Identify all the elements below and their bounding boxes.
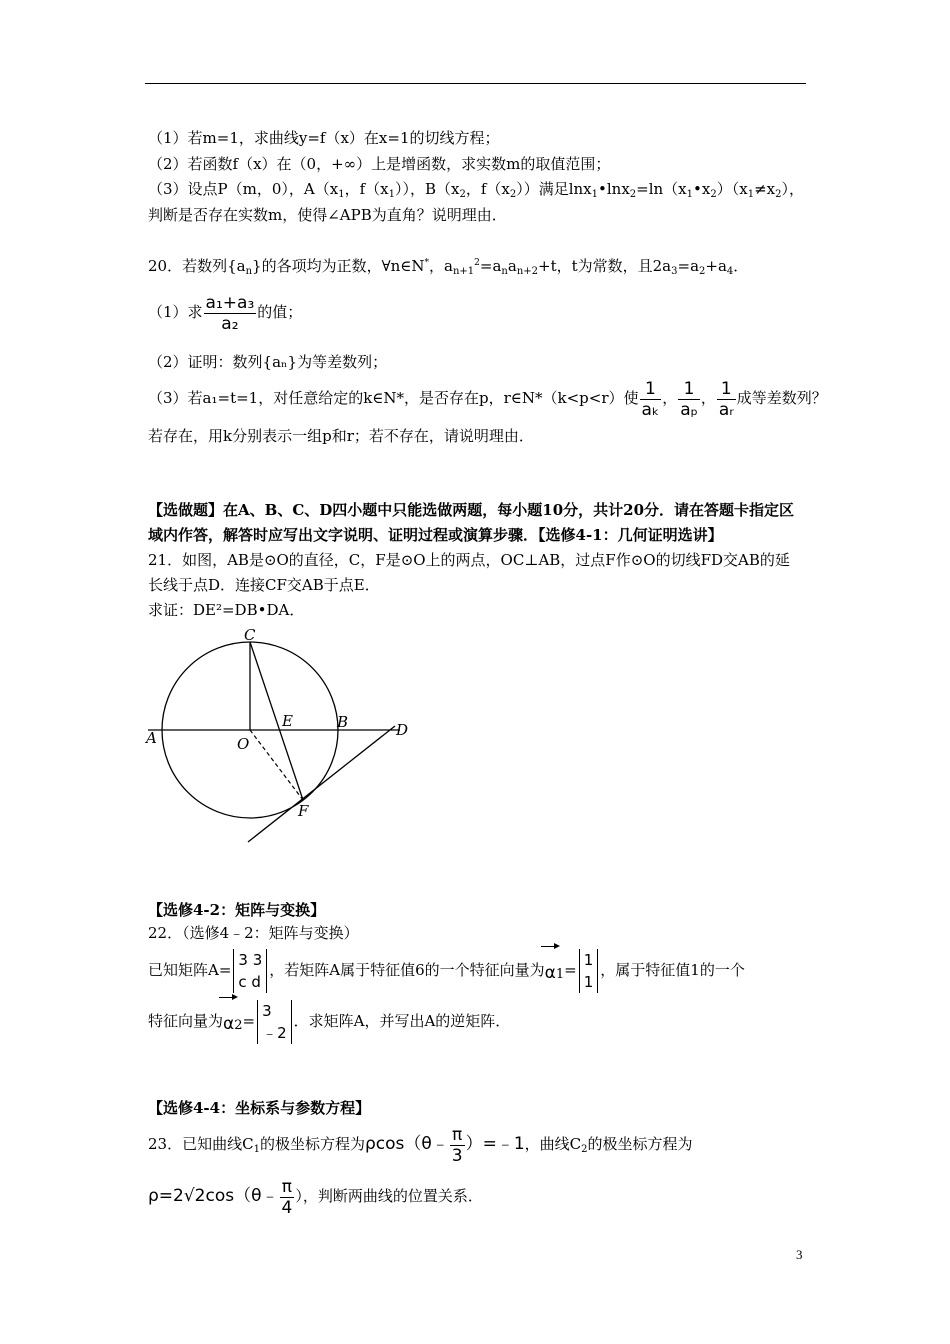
fraction-1-over-ap: $\frac{1}{\text{aₚ}}$ (680, 378, 698, 420)
segment-of-dashed (250, 730, 303, 800)
fraction-1-over-ar: $\frac{1}{\text{aᵣ}}$ (718, 378, 734, 420)
q19-part3-cont: 判断是否存在实数m，使得∠APB为直角？说明理由． (148, 206, 507, 224)
q20-part3-cont: 若存在，用k分别表示一组p和r；若不存在，请说明理由． (148, 427, 534, 445)
q19-part1: （1）若m=1，求曲线y=f（x）在x=1的切线方程； (148, 129, 500, 147)
label-e: E (282, 712, 293, 730)
q19-part2: （2）若函数f（x）在（0，+∞）上是增函数，求实数m的取值范围； (148, 155, 611, 173)
q20-intro: 20．若数列$\{a_n\}$的各项均为正数，∀n∈N*，$a_{n+1}^2=a_na_{n+2}+t$，t为常数，且$2a_3=a_2+a_4$． (148, 257, 749, 277)
q21-line1: 21．如图，AB是⊙O的直径，C，F是⊙O上的两点，OC⊥AB，过点F作⊙O的切线FD交AB的延 (148, 551, 790, 569)
q23-line1: 23．已知曲线$C_1$的极坐标方程为ρcos（θ﹣ $\frac{\pi}{3}$ ）=﹣1，曲线$C_2$的极坐标方程为 (148, 1124, 693, 1166)
geometry-figure (140, 620, 420, 850)
fraction-pi-over-3: $\frac{\pi}{3}$ (451, 1124, 463, 1166)
q20-part3: （3）若a₁=t=1，对任意给定的k∈N*，是否存在p，r∈N*（k<p<r）使 $\frac{1}{\text{aₖ}}$ ， $\frac{1}{\text{aₚ}}$ ， $\frac{1}{\text{aᵣ}}$ 成等差数列？ (148, 378, 827, 420)
matrix-section-header: 【选修4-2：矩阵与变换】 (148, 901, 326, 919)
label-f: F (298, 802, 309, 820)
fraction-1-over-ak: $\frac{1}{\text{aₖ}}$ (641, 378, 660, 420)
label-c: C (244, 626, 256, 644)
q23-line2: ρ=2√2cos（θ﹣ $\frac{\pi}{4}$ ），判断两曲线的位置关系． (148, 1176, 483, 1218)
vector-alpha2: α (223, 995, 234, 1049)
elective-instructions-line2: 域内作答，解答时应写出文字说明、证明过程或演算步骤．【选修4-1：几何证明选讲】 (148, 526, 723, 544)
label-d: D (396, 721, 409, 739)
segment-cf (250, 642, 303, 800)
vector-alpha1: α (545, 944, 556, 998)
label-b: B (337, 713, 349, 731)
page-number: 3 (796, 1247, 803, 1262)
label-o: O (237, 735, 250, 753)
q20-part1: （1）求 $\frac{\text{a₁+a₃}}{\text{a₂}}$ 的值； (148, 292, 303, 334)
matrix-a: 3 3 c d (233, 949, 267, 993)
q20-part2: （2）证明：数列{aₙ}为等差数列； (148, 353, 388, 371)
polar-section-header: 【选修4-4：坐标系与参数方程】 (148, 1099, 371, 1117)
header-rule (145, 83, 806, 84)
q21-line3: 求证：DE²=DB•DA． (148, 601, 305, 619)
fraction-a1-a3-over-a2: $\frac{\text{a₁+a₃}}{\text{a₂}}$ (205, 292, 255, 334)
q22-line2: 已知矩阵A= 3 3 c d ，若矩阵A属于特征值6的一个特征向量为 α1= 1 1 ，属于特征值1的一个 (148, 944, 745, 1000)
eigenvector-1: 1 1 (579, 949, 599, 993)
tangent-fd (248, 726, 395, 842)
q19-part3: （3）设点P（m，0），$A(x_1$，$f(x_1)$），$B(x_2$，$f(x_2)$）满足$\ln x_1•\ln x_2=\ln(x_1•x_2)(x_1\ne x_2)$， (148, 180, 804, 200)
q22-line3: 特征向量为 α2= 3 ﹣2 ．求矩阵A，并写出A的逆矩阵． (148, 995, 510, 1051)
label-a: A (146, 729, 157, 747)
eigenvector-2: 3 ﹣2 (257, 1000, 292, 1044)
elective-instructions-line1: 【选做题】在A、B、C、D四小题中只能选做两题，每小题10分，共计20分．请在答题卡指定区 (148, 501, 795, 519)
q21-line2: 长线于点D．连接CF交AB于点E． (148, 576, 380, 594)
q22-line1: 22．（选修4﹣2：矩阵与变换） (148, 924, 359, 942)
fraction-pi-over-4: $\frac{\pi}{4}$ (281, 1176, 293, 1218)
